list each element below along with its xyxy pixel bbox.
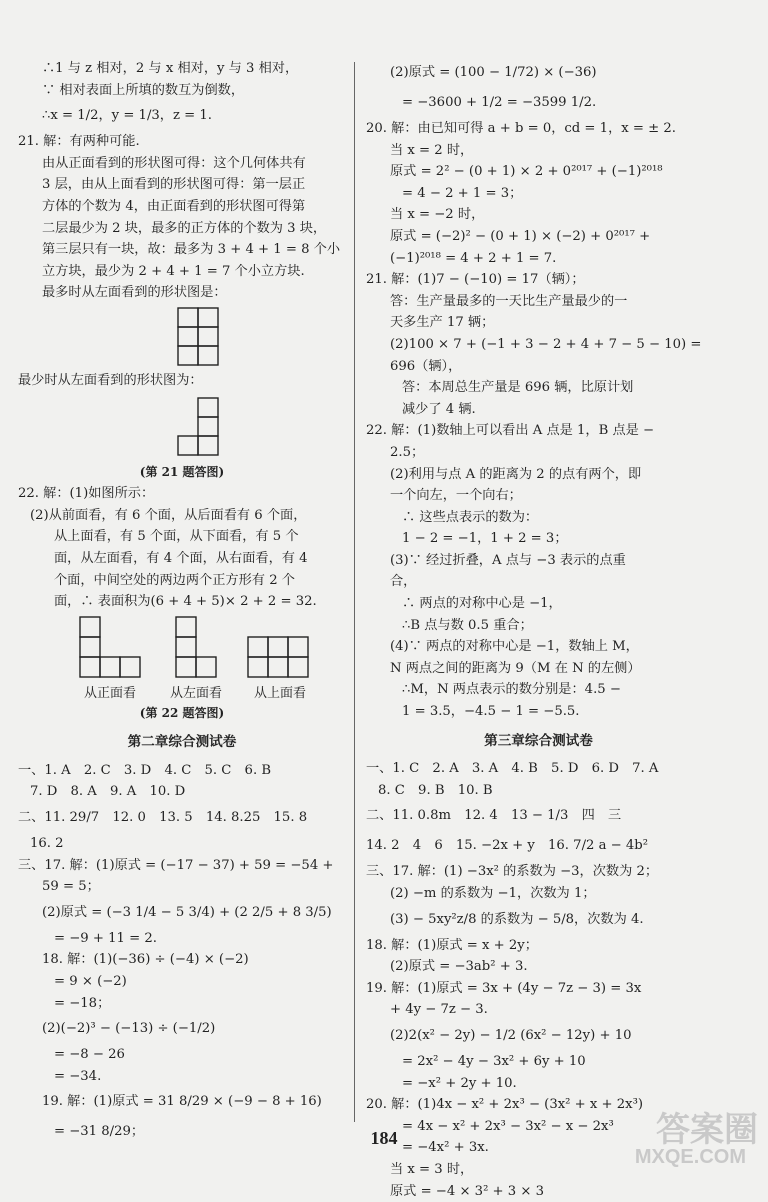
text-line: 当 x = 2 时，: [390, 142, 474, 158]
text-line: 原式 = (−2)² − (0 + 1) × (−2) + 0²⁰¹⁷ +: [390, 228, 651, 244]
text-line: = −8 − 26: [54, 1047, 125, 1063]
fig-label-top: 从上面看: [254, 685, 307, 701]
text-line: = −34.: [54, 1068, 102, 1084]
text-line: 1 − 2 = −1，1 + 2 = 3；: [402, 531, 568, 547]
text-line: 2.5；: [390, 444, 425, 460]
left-top-lines: [18, 58, 346, 304]
q22-lines: [18, 483, 346, 613]
text-line: 第三层只有一块，故：最多为 3 + 4 + 1 = 8 个小: [42, 242, 341, 258]
figure-21-max: [18, 306, 346, 368]
text-line: N 两点之间的距离为 9（M 在 N 的左侧）: [390, 660, 641, 676]
left-column: [18, 58, 346, 1147]
text-line: 二、11. 0.8m 12. 4 13 − 1/3 四 三: [366, 808, 622, 824]
text-line: 二层最少为 2 块，最多的正方体的个数为 3 块，: [42, 220, 327, 236]
text-line: 方体的个数为 4，由正面看到的形状图可得第: [42, 198, 306, 214]
text-line: 7. D 8. A 9. A 10. D: [30, 784, 186, 800]
text-line: 当 x = 3 时，: [390, 1161, 474, 1177]
text-line: ∴M，N 两点表示的数分别是：4.5 −: [402, 682, 621, 698]
text-line: (2)利用与点 A 的距离为 2 的点有两个，即: [390, 466, 642, 482]
watermark-logo: 答案圈: [656, 1111, 758, 1149]
text-line: (2)原式 = (−3 1/4 − 5 3/4) + (2 2/5 + 8 3/5): [42, 904, 332, 920]
text-line: 面，从左面看，有 4 个面，从右面看，有 4: [54, 550, 308, 566]
text-line: 14. 2 4 6 15. −2x + y 16. 7/2 a − 4b²: [366, 838, 649, 854]
fig-label-left: 从左面看: [170, 685, 223, 701]
text-line: 答：生产量最多的一天比生产量最少的一: [390, 293, 628, 309]
text-line: 一、1. C 2. A 3. A 4. B 5. D 6. D 7. A: [366, 761, 659, 777]
text-line: ∵ 相对表面上所填的数互为倒数，: [42, 82, 245, 98]
figure-22: [18, 615, 346, 681]
text-line: 原式 = 2² − (0 + 1) × 2 + 0²⁰¹⁷ + (−1)²⁰¹⁸: [390, 164, 663, 180]
text-line: = −31 8/29；: [54, 1124, 145, 1140]
text-line: (2) −m 的系数为 −1，次数为 1；: [390, 886, 596, 901]
text-line: = 9 × (−2): [54, 974, 127, 990]
text-line: ∴x = 1/2，y = 1/3，z = 1.: [42, 108, 212, 124]
text-line: 由从正面看到的形状图可得：这个几何体共有: [42, 155, 306, 171]
text-line: = 4x − x² + 2x³ − 3x² − x − 2x³: [402, 1118, 614, 1134]
text-line: 19. 解：(1)原式 = 3x + (4y − 7z − 3) = 3x: [366, 980, 642, 996]
text-line: 21. 解：(1)7 − (−10) = 17（辆）；: [366, 272, 585, 288]
text-line: + 4y − 7z − 3.: [390, 1002, 488, 1018]
section-title-ch3: 第三章综合测试卷: [484, 732, 593, 749]
text-line: (2)(−2)³ − (−13) ÷ (−1/2): [42, 1021, 216, 1037]
caption-21: (第 21 题答图): [139, 464, 225, 479]
text-line: = −x² + 2y + 10.: [402, 1075, 517, 1091]
text-line: 1 = 3.5，−4.5 − 1 = −5.5.: [402, 704, 580, 720]
text-line: 立方块，最少为 2 + 4 + 1 = 7 个小立方块.: [42, 263, 305, 279]
text-line: = −4x² + 3x.: [402, 1140, 489, 1156]
text-line: 最少时从左面看到的形状图为：: [18, 372, 203, 388]
chapter2-answers: [18, 760, 346, 1148]
text-line: 59 = 5；: [42, 879, 100, 895]
text-line: (3)∵ 经过折叠，A 点与 −3 表示的点重: [390, 552, 626, 568]
text-line: ∴1 与 z 相对，2 与 x 相对，y 与 3 相对，: [42, 61, 299, 76]
text-line: 答：本周总生产量是 696 辆，比原计划: [402, 380, 634, 396]
text-line: 一、1. A 2. C 3. D 4. C 5. C 6. B: [18, 762, 272, 778]
text-line: 16. 2: [30, 836, 64, 852]
text-line: (4)∵ 两点的对称中心是 −1，数轴上 M，: [390, 639, 639, 655]
text-line: = 4 − 2 + 1 = 3；: [402, 185, 523, 201]
fig-label-front: 从正面看: [84, 685, 137, 701]
page-number: 184: [370, 1128, 398, 1148]
text-line: (2)2(x² − 2y) − 1/2 (6x² − 12y) + 10: [390, 1027, 632, 1043]
figure-21-min: [18, 394, 346, 460]
column-divider: [354, 62, 355, 1122]
text-line: 20. 解：(1)4x − x² + 2x³ − (3x² + x + 2x³): [366, 1097, 644, 1113]
text-line: 二、11. 29/7 12. 0 13. 5 14. 8.25 15. 8: [18, 810, 308, 826]
text-line: 一个向左，一个向右；: [390, 488, 522, 504]
caption-22: (第 22 题答图): [139, 705, 225, 720]
text-line: 当 x = −2 时，: [390, 207, 485, 223]
text-line: 18. 解：(1)原式 = x + 2y；: [366, 937, 538, 953]
text-line: 天多生产 17 辆；: [390, 315, 495, 331]
text-line: = −18；: [54, 995, 111, 1011]
text-line: 21. 解：有两种可能.: [18, 134, 140, 150]
text-line: 最多时从左面看到的形状图是：: [42, 285, 227, 301]
text-line: 减少了 4 辆.: [402, 401, 476, 417]
text-line: ∴ 两点的对称中心是 −1，: [402, 596, 562, 612]
text-line: ∴ 这些点表示的数为：: [402, 509, 539, 525]
text-line: 22. 解：(1)数轴上可以看出 A 点是 1，B 点是 −: [366, 423, 655, 439]
text-line: (2)原式 = (100 − 1/72) × (−36): [390, 65, 597, 80]
right-top-lines: [366, 58, 711, 723]
text-line: 3 层，由从上面看到的形状图可得：第一层正: [42, 177, 306, 193]
text-line: (2)原式 = −3ab² + 3.: [390, 959, 528, 975]
text-line: 面，∴ 表面积为(6 + 4 + 5)× 2 + 2 = 32.: [54, 594, 317, 610]
watermark-url: MXQE.COM: [634, 1146, 746, 1168]
text-line: 三、17. 解：(1) −3x² 的系数为 −3，次数为 2；: [366, 864, 659, 880]
text-line: (3) − 5xy²z/8 的系数为 − 5/8，次数为 4.: [390, 911, 644, 927]
text-line: 19. 解：(1)原式 = 31 8/29 × (−9 − 8 + 16): [42, 1094, 322, 1110]
text-line: 8. C 9. B 10. B: [378, 782, 493, 798]
text-line: 原式 = −4 × 3² + 3 × 3: [390, 1183, 545, 1199]
text-line: = −3600 + 1/2 = −3599 1/2.: [402, 95, 597, 110]
text-line: = 2x² − 4y − 3x² + 6y + 10: [402, 1053, 586, 1069]
text-line: ∴B 点与数 0.5 重合；: [402, 617, 533, 633]
text-line: 22. 解：(1)如图所示：: [18, 486, 155, 502]
text-line: (2)100 × 7 + (−1 + 3 − 2 + 4 + 7 − 5 − 10) =: [390, 336, 702, 352]
text-line: 18. 解：(1)(−36) ÷ (−4) × (−2): [42, 952, 249, 968]
right-column: [366, 58, 711, 1202]
text-line: 从上面看，有 5 个面，从下面看，有 5 个: [54, 529, 299, 545]
figure-22-labels: [18, 683, 346, 703]
text-line: 合，: [390, 574, 417, 590]
text-line: 696（辆），: [390, 358, 462, 374]
text-line: = −9 + 11 = 2.: [54, 930, 157, 946]
text-line: (2)从前面看，有 6 个面，从后面看有 6 个面，: [30, 507, 307, 523]
section-title-ch2: 第二章综合测试卷: [127, 734, 237, 751]
text-line: 三、17. 解：(1)原式 = (−17 − 37) + 59 = −54 +: [18, 857, 334, 873]
text-line: 个面，中间空处的两边两个正方形有 2 个: [54, 572, 295, 588]
text-line: 20. 解：由已知可得 a + b = 0，cd = 1，x = ± 2.: [366, 121, 676, 136]
text-line: (−1)²⁰¹⁸ = 4 + 2 + 1 = 7.: [390, 250, 557, 266]
